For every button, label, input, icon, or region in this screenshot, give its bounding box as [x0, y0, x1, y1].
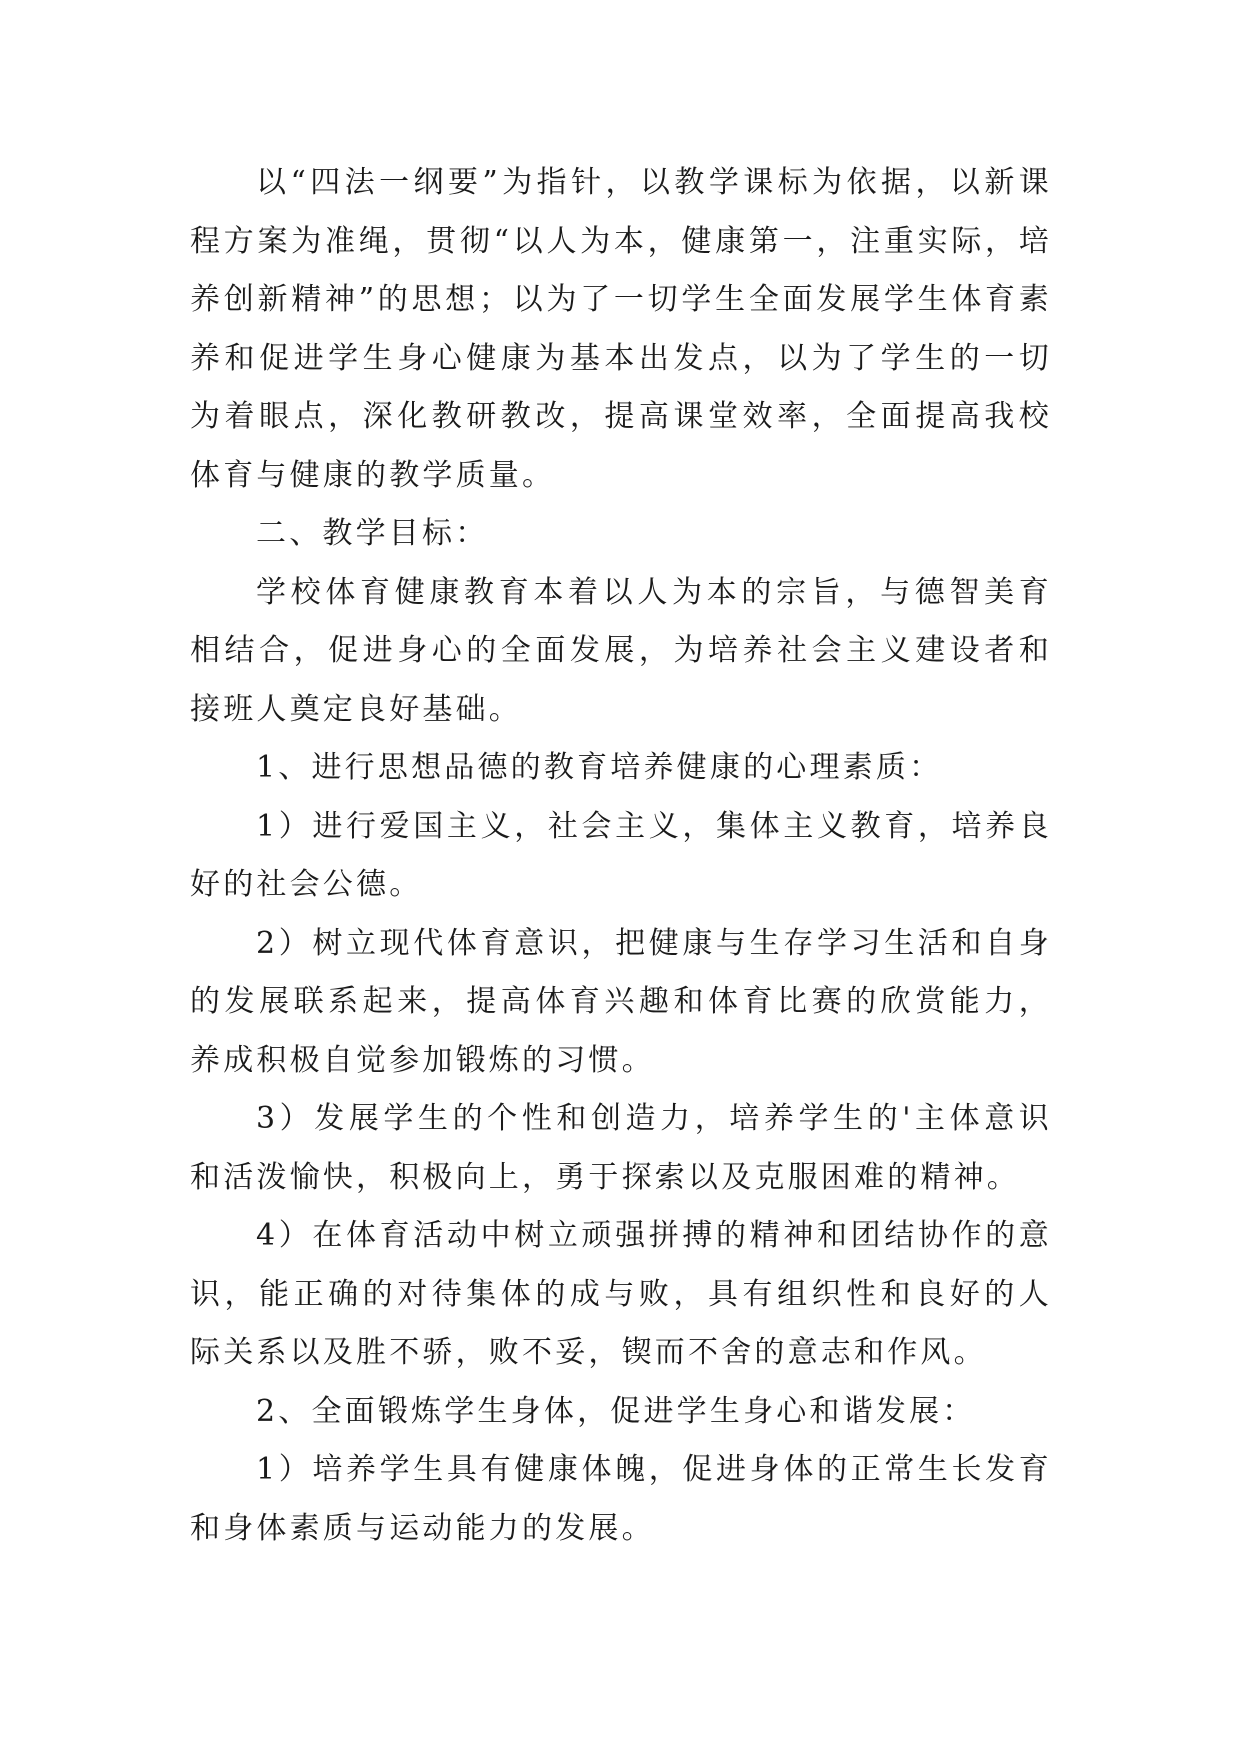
subheading-moral-education: 1、进行思想品德的教育培养健康的心理素质： [256, 750, 943, 785]
list-item-1-3: 3）发展学生的个性和创造力，培养学生的'主体意识和活泼愉快，积极向上，勇于探索以及克服困难的精神。 [190, 1101, 1052, 1195]
list-item-1-4: 4）在体育活动中树立顽强拼搏的精神和团结协作的意识，能正确的对待集体的成与败，具有组织性和良好的人际关系以及胜不骄，败不妥，锲而不舍的意志和作风。 [190, 1218, 1052, 1370]
paragraph-goals-intro: 学校体育健康教育本着以人为本的宗旨，与德智美育相结合，促进身心的全面发展，为培养社会主义建设者和接班人奠定良好基础。 [190, 574, 1052, 727]
document-body [190, 154, 1052, 1558]
heading-teaching-goals: 二、教学目标： [256, 516, 489, 551]
list-item-2-1: 1）培养学生具有健康体魄，促进身体的正常生长发育和身体素质与运动能力的发展。 [190, 1452, 1052, 1546]
paragraph-guiding-principle: 以“四法一纲要”为指针，以教学课标为依据，以新课程方案为准绳，贯彻“以人为本，健康第一，注重实际，培养创新精神”的思想；以为了一切学生全面发展学生体育素养和促进学生身心健康为基本出发点，以为了学生的一切为着眼点，深化教研教改，提高课堂效率，全面提高我校体育与健康的教学质量。 [190, 165, 1052, 493]
list-item-1-1: 1）进行爱国主义，社会主义，集体主义教育，培养良好的社会公德。 [190, 808, 1052, 902]
subheading-physical-training: 2、全面锻炼学生身体，促进学生身心和谐发展： [256, 1393, 976, 1429]
list-item-1-2: 2）树立现代体育意识，把健康与生存学习生活和自身的发展联系起来，提高体育兴趣和体育比赛的欣赏能力，养成积极自觉参加锻炼的习惯。 [190, 925, 1052, 1078]
